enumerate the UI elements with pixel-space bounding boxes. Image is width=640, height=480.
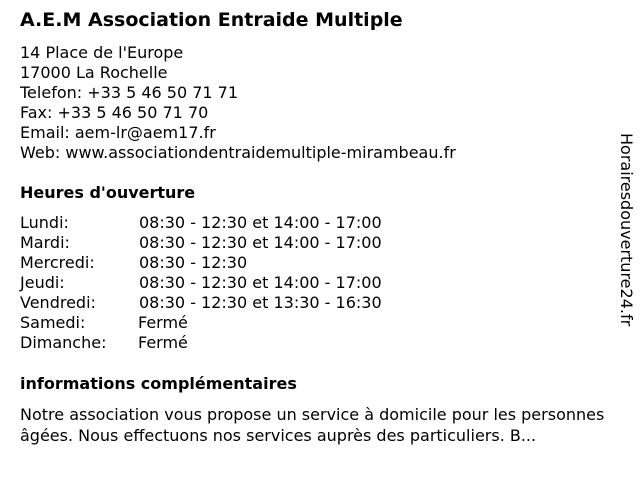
business-name: A.E.M Association Entraide Multiple — [20, 9, 403, 31]
day-label: Mardi: — [20, 233, 70, 252]
site-watermark — [612, 133, 636, 347]
website-url: Web: www.associationdentraidemultiple-mirambeau.fr — [20, 143, 456, 162]
day-label: Dimanche: — [20, 333, 107, 352]
day-label: Samedi: — [20, 313, 86, 332]
hours-value: 08:30 - 12:30 — [139, 253, 248, 272]
hours-value: 08:30 - 12:30 et 13:30 - 16:30 — [139, 293, 382, 312]
info-heading: informations complémentaires — [20, 374, 297, 393]
info-description: Notre association vous propose un service à domicile pour les personnes âgées. Nous effectuons nos services auprès des particuliers. B... — [20, 405, 605, 445]
day-label: Mercredi: — [20, 253, 95, 272]
hours-value: 08:30 - 12:30 et 14:00 - 17:00 — [139, 213, 382, 232]
watermark-text: Horairesdouverture24.fr — [617, 133, 636, 327]
hours-value: Fermé — [138, 313, 188, 332]
day-label: Lundi: — [20, 213, 69, 232]
hours-value: Fermé — [138, 333, 188, 352]
day-label: Vendredi: — [20, 293, 96, 312]
email-address: Email: aem-lr@aem17.fr — [20, 123, 216, 142]
opening-hours-heading: Heures d'ouverture — [20, 183, 196, 202]
contact-block — [20, 43, 456, 163]
address-street: 14 Place de l'Europe — [20, 43, 184, 62]
fax-number: Fax: +33 5 46 50 71 70 — [20, 103, 209, 122]
hours-value: 08:30 - 12:30 et 14:00 - 17:00 — [139, 273, 382, 292]
hours-value: 08:30 - 12:30 et 14:00 - 17:00 — [139, 233, 382, 252]
day-label: Jeudi: — [20, 273, 65, 292]
address-city: 17000 La Rochelle — [20, 63, 168, 82]
phone-number: Telefon: +33 5 46 50 71 71 — [20, 83, 239, 102]
